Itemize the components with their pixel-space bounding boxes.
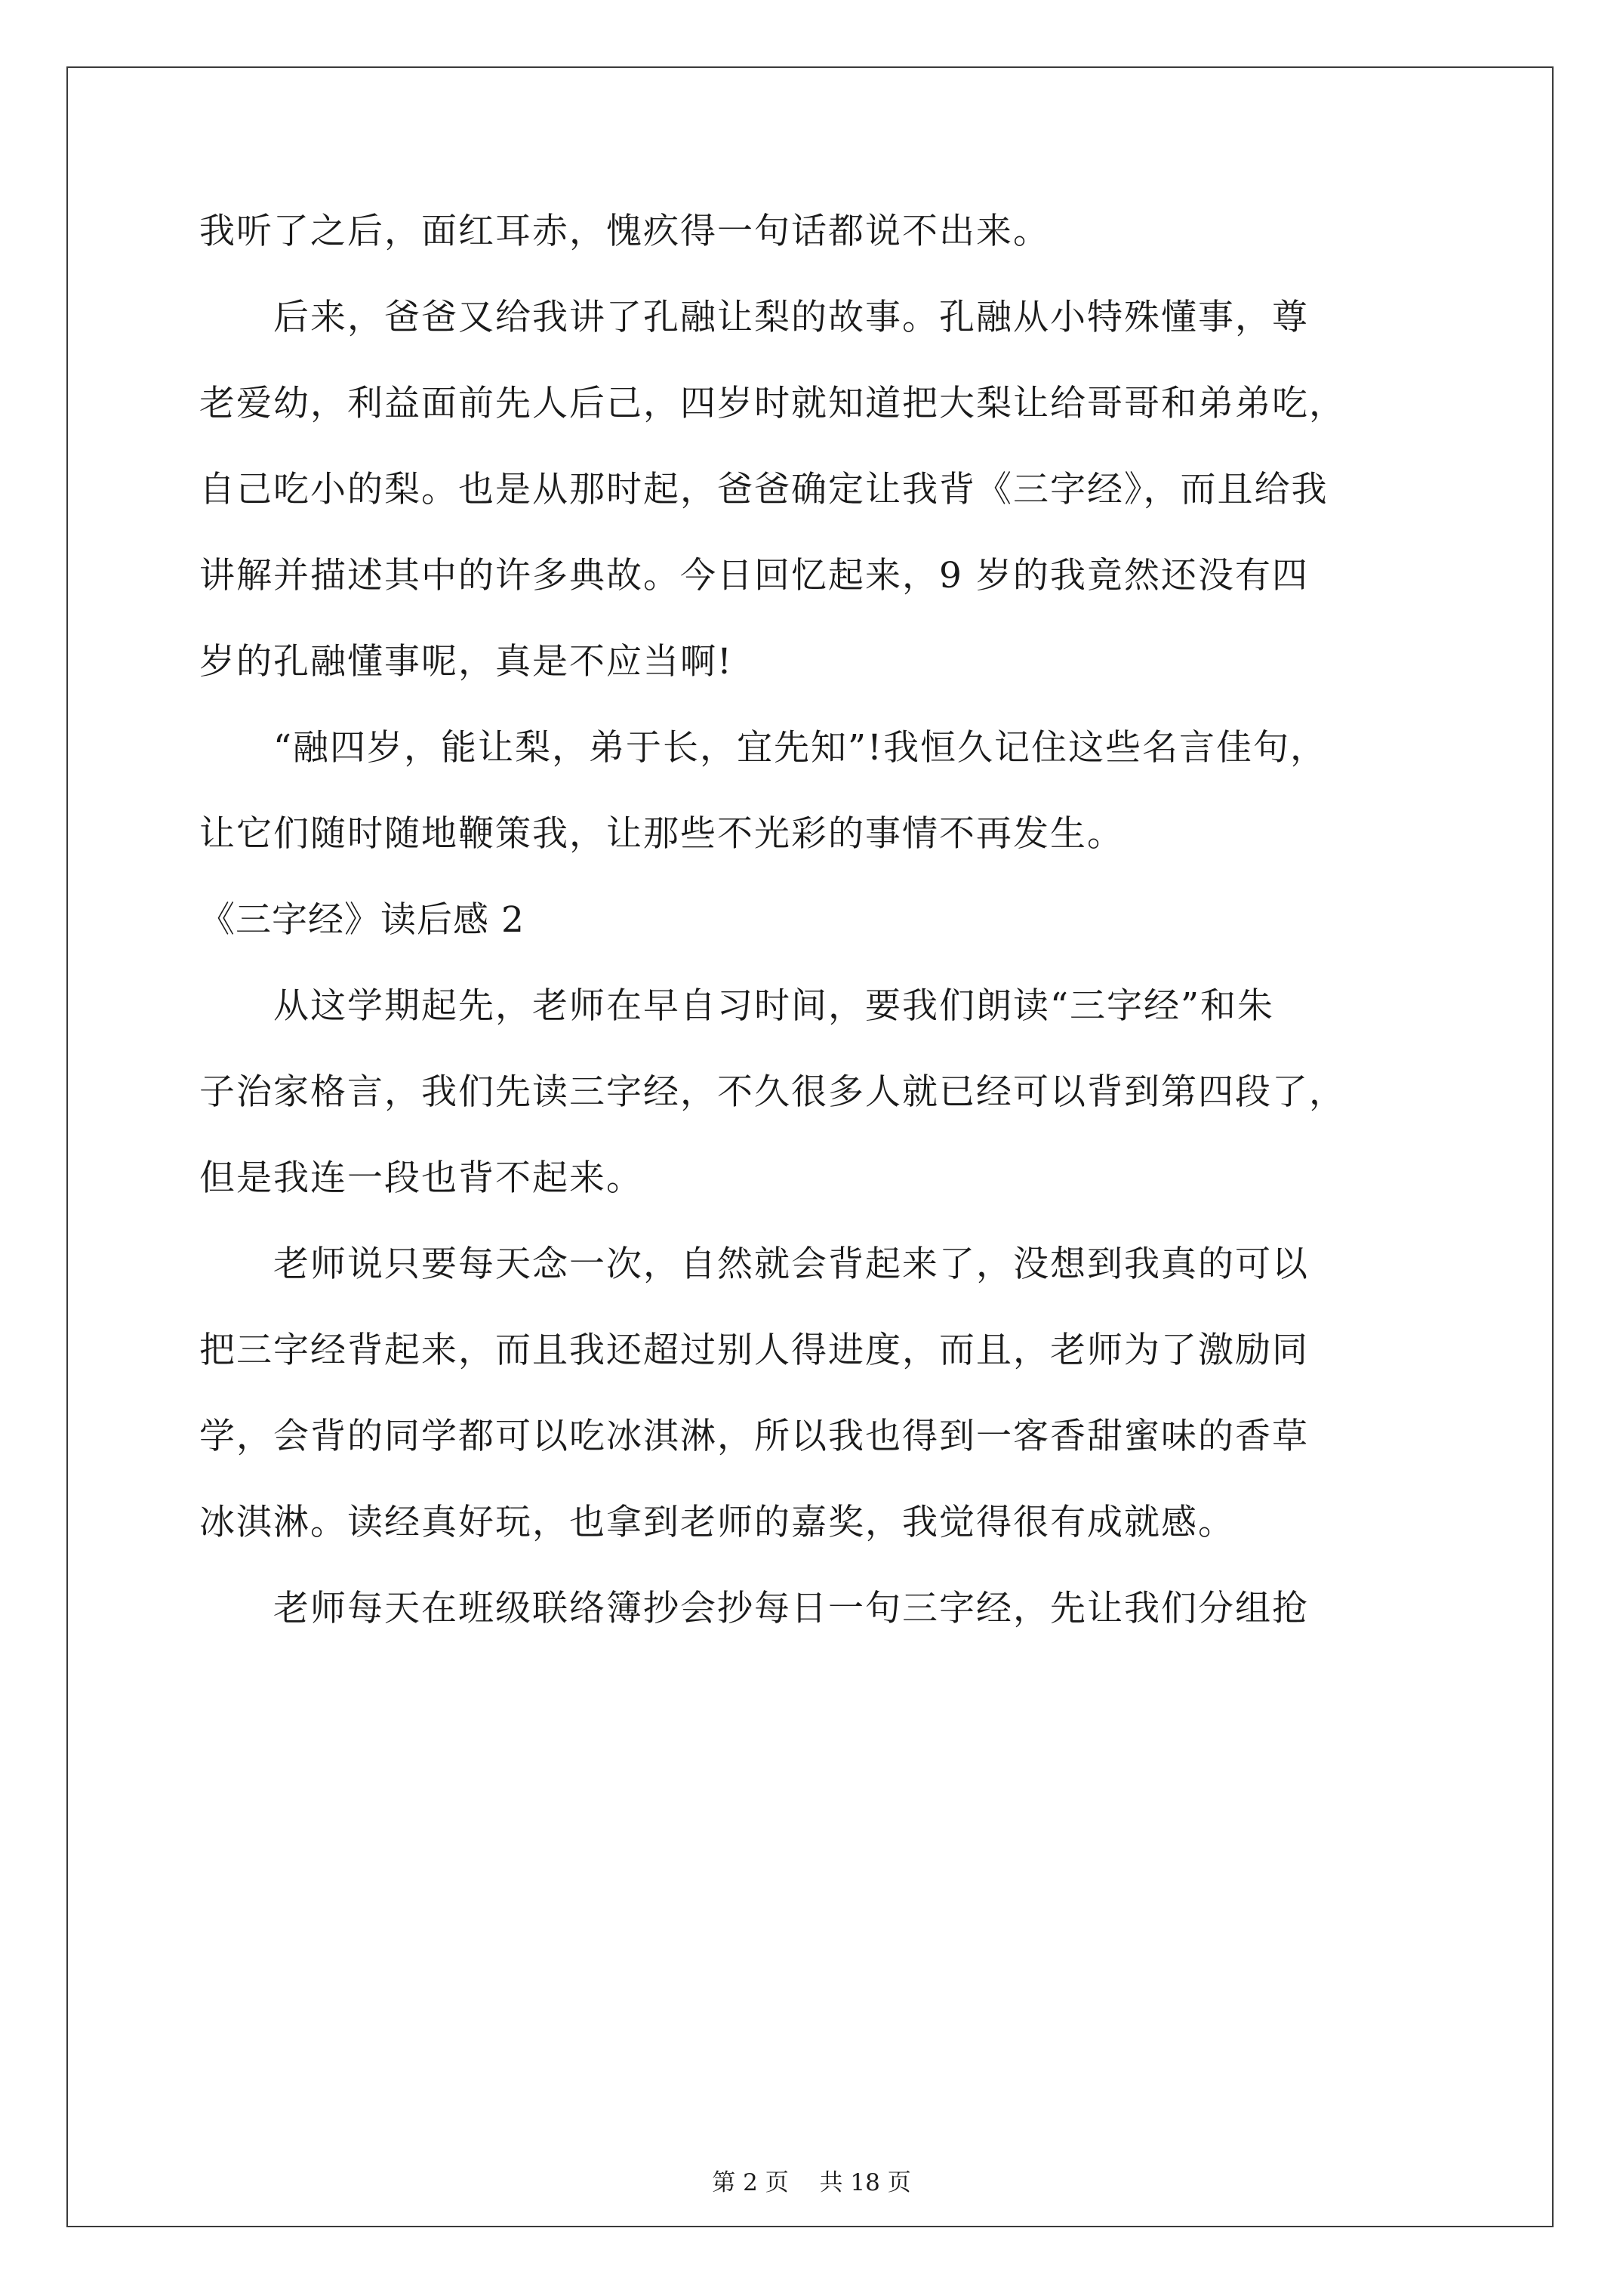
document-body [199, 208, 1425, 1672]
text-line: 老爱幼，利益面前先人后己，四岁时就知道把大梨让给哥哥和弟弟吃， [199, 383, 1346, 424]
text-line: 后来，爸爸又给我讲了孔融让梨的故事。孔融从小特殊懂事，尊 [199, 297, 1309, 338]
text-line: “融四岁，能让梨，弟于长，宜先知”!我恒久记住这些名言佳句， [199, 727, 1327, 769]
text-line: 学，会背的同学都可以吃冰淇淋，所以我也得到一客香甜蜜味的香草 [199, 1416, 1309, 1457]
text-line: 我听了之后，面红耳赤，愧疚得一句话都说不出来。 [199, 211, 1050, 252]
text-line: 但是我连一段也背不起来。 [199, 1157, 643, 1199]
text-line: 把三字经背起来，而且我还超过别人得进度，而且，老师为了激励同 [199, 1330, 1309, 1371]
section-heading: 《三字经》读后感 2 [199, 899, 525, 941]
text-line: 子治家格言，我们先读三字经，不久很多人就已经可以背到第四段了， [199, 1071, 1346, 1113]
text-line: 自己吃小的梨。也是从那时起，爸爸确定让我背《三字经》，而且给我 [199, 469, 1329, 510]
text-line: 讲解并描述其中的许多典故。今日回忆起来，9 岁的我竟然还没有四 [199, 555, 1309, 596]
text-line: 岁的孔融懂事呢，真是不应当啊! [199, 641, 733, 683]
page-number-footer: 第 2 页 共 18 页 [712, 2169, 911, 2196]
text-line: 让它们随时随地鞭策我，让那些不光彩的事情不再发生。 [199, 813, 1124, 855]
text-line: 冰淇淋。读经真好玩，也拿到老师的嘉奖，我觉得很有成就感。 [199, 1502, 1235, 1543]
text-line: 老师每天在班级联络簿抄会抄每日一句三字经，先让我们分组抢 [199, 1588, 1309, 1629]
text-line: 从这学期起先，老师在早自习时间，要我们朗读“三字经”和朱 [199, 985, 1275, 1027]
text-line: 老师说只要每天念一次，自然就会背起来了，没想到我真的可以 [199, 1244, 1309, 1285]
